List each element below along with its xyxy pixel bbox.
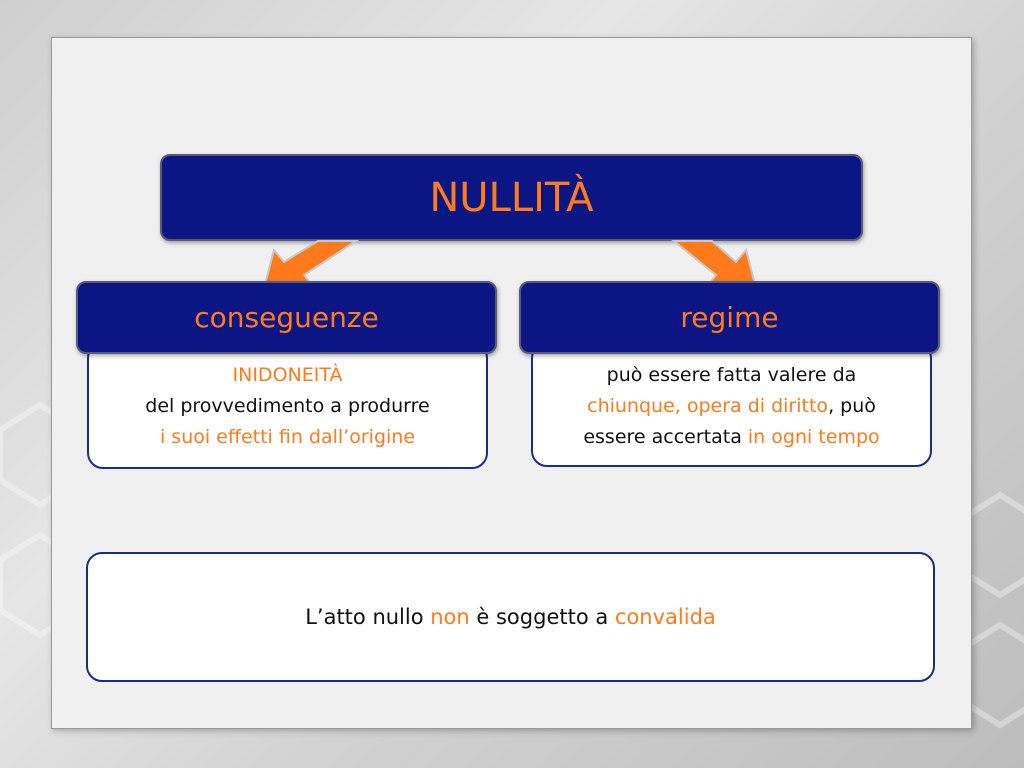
consequences-body — [87, 342, 488, 469]
regime-heading: regime — [680, 301, 779, 334]
bottom-text-b: non — [430, 604, 470, 629]
regime-line-2-rest: , può — [828, 395, 876, 417]
title-text: NULLITÀ — [429, 174, 594, 221]
regime-body — [531, 342, 932, 467]
regime-heading-box — [519, 281, 940, 354]
consequences-heading-box — [76, 281, 497, 354]
bottom-text-a: L’atto nullo — [305, 604, 431, 629]
regime-line-2-highlight: chiunque, opera di diritto — [587, 395, 829, 417]
title-box — [160, 154, 863, 241]
consequences-line-1: INIDONEITÀ — [232, 364, 343, 386]
regime-line-2 — [533, 391, 930, 422]
bottom-text-c: è soggetto a — [469, 604, 615, 629]
bottom-statement-box — [86, 552, 935, 682]
bottom-text-d: convalida — [614, 604, 716, 629]
consequences-line-2: del provvedimento a produrre — [145, 395, 430, 417]
regime-line-3-highlight: in ogni tempo — [747, 426, 880, 448]
regime-line-1: può essere fatta valere da — [606, 364, 857, 386]
regime-line-3 — [533, 422, 930, 453]
consequences-heading: conseguenze — [194, 301, 379, 334]
regime-line-3-start: essere accertata — [583, 426, 748, 448]
bottom-statement — [305, 602, 716, 633]
consequences-line-3: i suoi effetti fin dall’origine — [159, 426, 416, 448]
